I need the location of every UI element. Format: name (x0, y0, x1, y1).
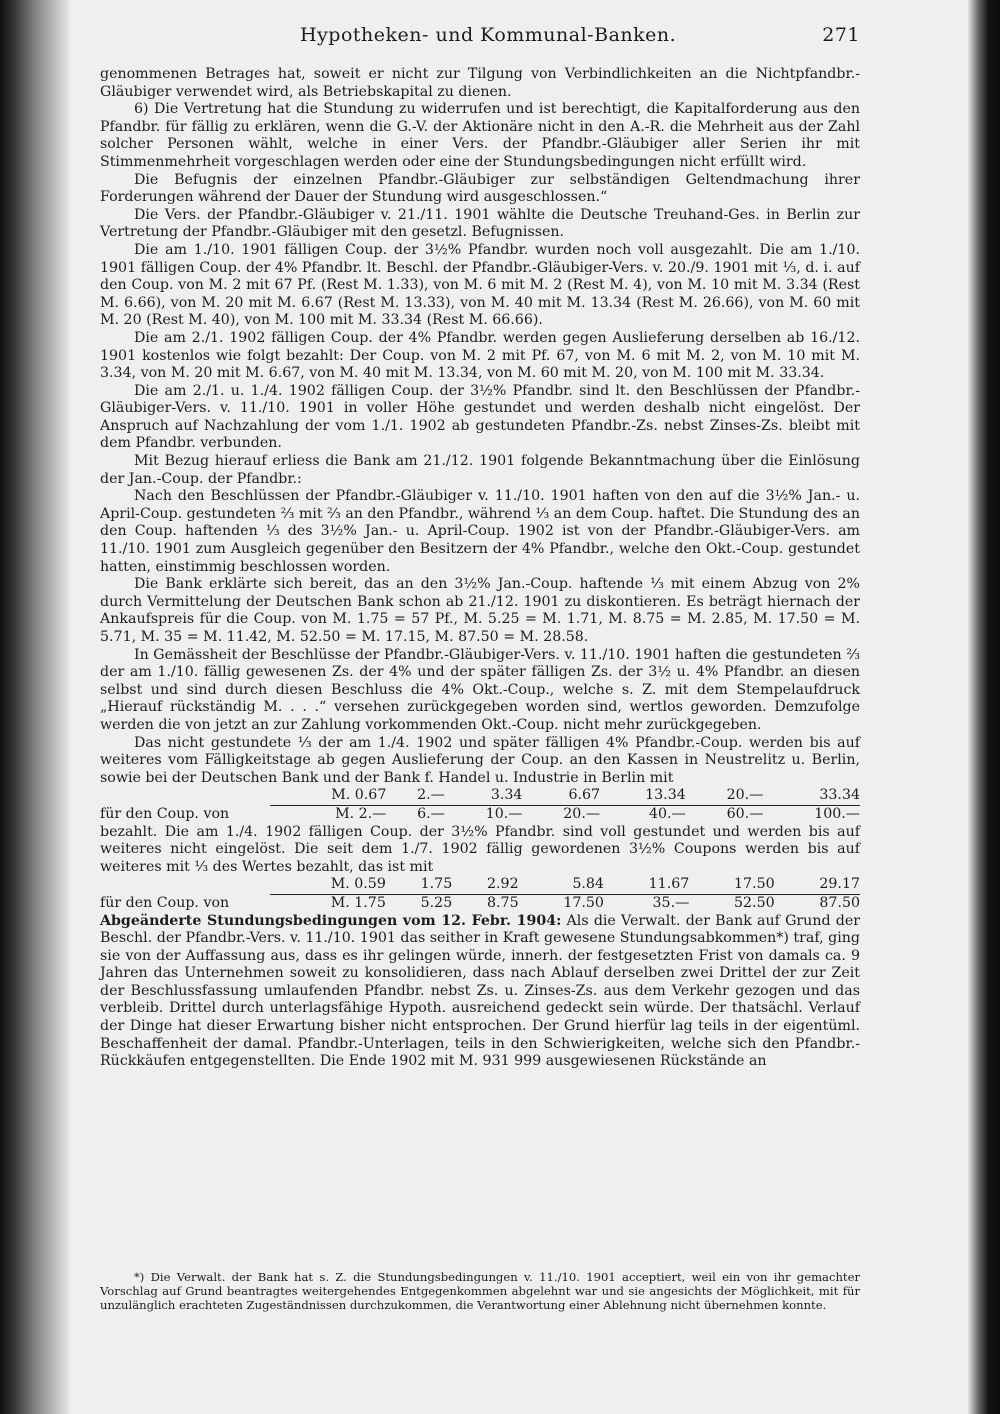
table-row (100, 805, 860, 823)
paragraph: Das nicht gestundete ⅓ der am 1./4. 1902 und später fälligen 4% Pfandbr.-Coup. werden bis auf weiteres vom Fälligkeitstage ab gegen Auslieferung der Coup. an den Kassen in Neustrelitz u. Berlin, sowie bei der Deutschen Bank und der Bank f. Handel u. Industrie in Berlin mit (100, 734, 860, 786)
table-cell: M. 1.75 (330, 894, 386, 911)
table-row (100, 876, 860, 894)
table-cell: 3.34 (445, 787, 523, 805)
coupon-table-3-5-percent (100, 876, 860, 912)
paragraph: 6) Die Vertretung hat die Stundung zu widerrufen und ist berechtigt, die Kapitalforderung aus den Pfandbr. für fällig zu erklären, wenn die G.-V. der Aktionäre nicht in den A.-R. die Mehrheit aus der Zahl solcher Personen wählt, welche in einer Vers. der Pfandbr.-Gläubiger aller Serien ihr mit Stimmenmehrheit vorgeschlagen werden oder eine der Stundungsbedingungen nicht erfüllt wird. (100, 101, 860, 170)
table-cell: 33.34 (763, 787, 860, 805)
book-gutter-shadow (0, 0, 70, 1414)
table-cell: 100.— (814, 805, 860, 822)
section-text: Als die Verwalt. der Bank auf Grund der Beschl. der Pfandbr.-Vers. v. 11./10. 1901 das seither in Kraft gewesene Stundungsabkommen*) traf, ging sie von der Auffassung aus, dass es ihr gelingen würde, innerh. der festgesetzten Frist von damals ca. 9 Jahren das Unternehmen soweit zu konsolidieren, dass nach Ablauf derselben zwei Drittel der zur Zeit der Beschlussfassung umlaufenden Pfandbr. nebst Zs. u. Zinses-Zs. aus dem Verkehr gezogen und das verbleib. Drittel durch unterlagsfähige Hypoth. ausreichend gedeckt sein würde. Der thatsächl. Verlauf der Dinge hat dieser Erwartung bisher nicht entsprochen. Der Grund hierfür lag teils in der eigentüml. Beschaffenheit der damal. Pfandbr.-Unterlagen, teils in den Schwierigkeiten, welche sich den Pfandbr.-Rückkäufen entgegenstellten. Die Ende 1902 mit M. 931 999 ausgewiesenen Rückstände an (100, 912, 861, 1070)
table-cell: 1.75 (386, 876, 452, 894)
paragraph: Die Befugnis der einzelnen Pfandbr.-Gläubiger zur selbständigen Geltendmachung ihrer Forderungen während der Dauer der Stundung wird ausgeschlossen.“ (100, 171, 860, 206)
footnote (100, 1270, 860, 1312)
table-cell: 6.67 (522, 787, 600, 805)
paragraph: Die am 2./1. u. 1./4. 1902 fälligen Coup. der 3½% Pfandbr. sind lt. den Beschlüssen der Pfandbr.-Gläubiger-Vers. v. 11./10. 1901 in voller Höhe gestundet und werden deshalb nicht eingelöst. Der Anspruch auf Nachzahlung der vom 1./1. 1902 ab gestundeten Pfandbr.-Zs. nebst Zinses-Zs. bleibt mit dem Pfandbr. verbunden. (100, 382, 860, 452)
section-heading: Abgeänderte Stundungsbedingungen vom 12. Febr. 1904: (100, 912, 562, 929)
table-cell: 35.— (652, 894, 690, 911)
table-cell: 17.50 (563, 894, 604, 911)
table-cell: für den Coup. von (100, 805, 230, 822)
paragraph: Mit Bezug hierauf erliess die Bank am 21./12. 1901 folgende Bekanntmachung über die Einlösung der Jan.-Coup. der Pfandbr.: (100, 453, 860, 487)
table-row (100, 894, 860, 912)
paragraph: In Gemässheit der Beschlüsse der Pfandbr.-Gläubiger-Vers. v. 11./10. 1901 haften die gestundeten ⅔ der am 1./10. fällig gewesenen Zs. der 4% und der später fälligen Zs. der 3½ u. 4% Pfandbr. an diesen selbst und sind durch diesen Beschluss die 4% Okt.-Coup., welche s. Z. mit dem Stempelaufdruck „Hierauf rückständig M. . . .“ versehen zurückgegeben worden sind, wertlos geworden. Demzufolge werden die von jetzt an zur Zahlung vorkommenden Okt.-Coup. nicht mehr zurückgegeben. (100, 646, 860, 733)
paragraph: bezahlt. Die am 1./4. 1902 fälligen Coup. der 3½% Pfandbr. sind voll gestundet und werden bis auf weiteres nicht eingelöst. Die seit dem 1./7. 1902 fällig gewordenen 3½% Coupons werden bis auf weiteres mit ⅓ des Wertes bezahlt, das ist mit (100, 823, 860, 875)
paragraph (100, 913, 860, 1071)
table-cell: 2.— (386, 787, 445, 805)
paragraph: Die am 2./1. 1902 fälligen Coup. der 4% Pfandbr. werden gegen Auslieferung derselben ab 16./12. 1901 kostenlos wie folgt bezahlt: Der Coup. von M. 2 mit Pf. 67, von M. 6 mit M. 2, von M. 10 mit M. 3.34, von M. 20 mit M. 6.67, von M. 40 mit M. 13.34, von M. 60 mit M. 20, von M. 100 mit M. 33.34. (100, 329, 860, 382)
table-cell: 52.50 (734, 894, 775, 911)
table-cell: 10.— (485, 805, 523, 822)
table-cell: 8.75 (487, 894, 519, 911)
body-text (100, 66, 860, 1071)
table-cell: 17.50 (689, 876, 774, 894)
table-row (100, 787, 860, 805)
coupon-table-4-percent (100, 787, 860, 823)
page-number: 271 (822, 24, 860, 46)
table-cell: 13.34 (600, 787, 686, 805)
table-cell: 20.— (686, 787, 764, 805)
paragraph: Die Vers. der Pfandbr.-Gläubiger v. 21./11. 1901 wählte die Deutsche Treuhand-Ges. in Berlin zur Vertretung der Pfandbr.-Gläubiger mit den gesetzl. Befugnissen. (100, 206, 860, 241)
paragraph: genommenen Betrages hat, soweit er nicht zur Tilgung von Verbindlichkeiten an die Nichtpfandbr.-Gläubiger verwendet wird, als Betriebskapital zu dienen. (100, 66, 860, 100)
table-cell: 6.— (417, 805, 445, 822)
table-cell: 40.— (648, 805, 686, 822)
table-cell: 29.17 (775, 876, 860, 894)
table-cell: 60.— (726, 805, 764, 822)
table-cell: 5.84 (519, 876, 604, 894)
table-cell: 5.25 (420, 894, 453, 911)
table-cell: 20.— (563, 805, 601, 822)
table-cell: M. 0.67 (270, 787, 386, 805)
page-edge-shadow (968, 0, 1000, 1414)
table-cell (100, 876, 270, 894)
table-cell: für den Coup. von (100, 894, 230, 911)
running-title: Hypotheken- und Kommunal-Banken. (300, 24, 677, 46)
table-cell (100, 787, 270, 805)
table-cell: 11.67 (604, 876, 689, 894)
paragraph: Nach den Beschlüssen der Pfandbr.-Gläubiger v. 11./10. 1901 haften von den auf die 3½% Jan.- u. April-Coup. gestundeten ⅔ mit ⅔ an den Pfandbr., während ⅓ an dem Coup. haftet. Die Stundung des an den Coup. haftenden ⅓ des 3½% Jan.- u. April-Coup. 1902 ist von der Pfandbr.-Gläubiger-Vers. am 11./10. 1901 zum Ausgleich gegenüber den Besitzern der 4% Pfandbr., welche den Okt.-Coup. gestundet hatten, einstimmig beschlossen worden. (100, 488, 860, 575)
table-cell: 2.92 (452, 876, 518, 894)
paragraph: Die am 1./10. 1901 fälligen Coup. der 3½% Pfandbr. wurden noch voll ausgezahlt. Die am 1./10. 1901 fälligen Coup. der 4% Pfandbr. lt. Beschl. der Pfandbr.-Gläubiger-Vers. v. 20./9. 1901 mit ⅓, d. i. auf den Coup. von M. 2 mit 67 Pf. (Rest M. 1.33), von M. 6 mit M. 2 (Rest M. 4), von M. 10 mit M. 3.34 (Rest M. 6.66), von M. 20 mit M. 6.67 (Rest M. 13.33), von M. 40 mit M. 13.34 (Rest M. 26.66), von M. 60 mit M. 20 (Rest M. 40), von M. 100 mit M. 33.34 (Rest M. 66.66). (100, 241, 860, 329)
table-cell: M. 2.— (335, 805, 387, 822)
running-header (100, 24, 860, 52)
paragraph: Die Bank erklärte sich bereit, das an den 3½% Jan.-Coup. haftende ⅓ mit einem Abzug von 2% durch Vermittelung der Deutschen Bank schon ab 21./12. 1901 zu diskontieren. Es beträgt hiernach der Ankaufspreis für die Coup. von M. 1.75 = 57 Pf., M. 5.25 = M. 1.71, M. 8.75 = M. 2.85, M. 17.50 = M. 5.71, M. 35 = M. 11.42, M. 52.50 = M. 17.15, M. 87.50 = M. 28.58. (100, 576, 860, 645)
footnote-text: *) Die Verwalt. der Bank hat s. Z. die Stundungsbedingungen v. 11./10. 1901 acceptiert, weil ein von ihr gemachter Vorschlag auf Grund beantragtes weitergehendes Entgegenkommen abgelehnt war und sie angesichts der Möglichkeit, mit für unzulänglich erachteten Zugeständnissen durchzukommen, die Verantwortung einer Ablehnung nicht übernehmen konnte. (100, 1270, 860, 1312)
table-cell: 87.50 (819, 894, 860, 911)
table-cell: M. 0.59 (270, 876, 386, 894)
